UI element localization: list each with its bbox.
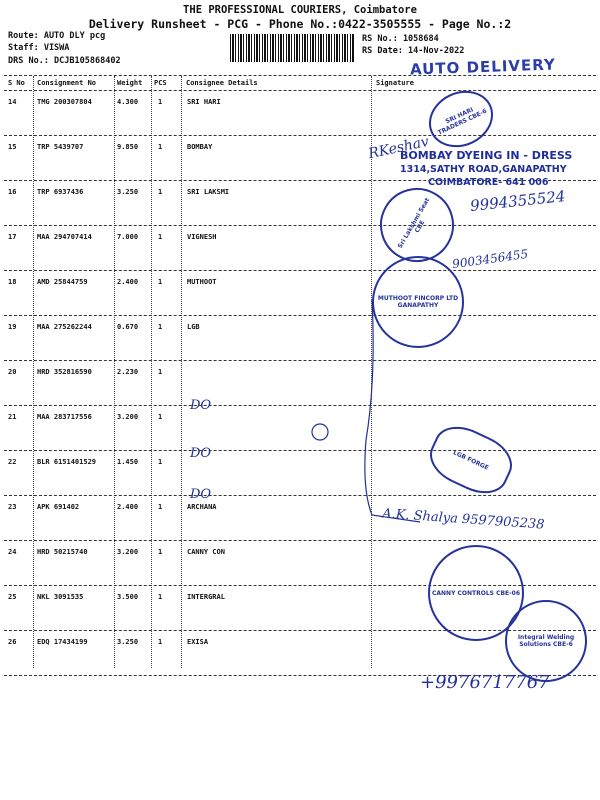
cell-consignment-no: TMG 200307804 [37, 98, 92, 106]
rs-number: RS No.: 1058684 [362, 34, 439, 44]
cell-pcs: 1 [158, 413, 163, 421]
cell-consignment-no: HRD 352816590 [37, 368, 92, 376]
cell-weight: 2.400 [117, 278, 139, 286]
cell-consignment-no: TRP 5439707 [37, 143, 84, 151]
cell-sno: 21 [8, 413, 17, 421]
col-header-sno: S No [8, 79, 25, 87]
cell-consignee: CANNY CON [187, 548, 225, 556]
col-header-consignment: Consignment No [37, 79, 97, 87]
bombay-stamp-line1: BOMBAY DYEING IN - DRESS [400, 149, 573, 162]
bombay-stamp-line2: 1314,SATHY ROAD,GANAPATHY [400, 164, 567, 175]
integral-seal: Integral Welding Solutions CBE-6 [505, 600, 587, 682]
cell-pcs: 1 [158, 548, 163, 556]
phone-handwritten: 9003456455 [451, 246, 529, 272]
cell-consignment-no: HRD 50215740 [37, 548, 88, 556]
cell-sno: 20 [8, 368, 17, 376]
muthoot-seal: MUTHOOT FINCORP LTD GANAPATHY [372, 256, 464, 348]
lgb-seal: LGB FORGE [422, 417, 520, 502]
cell-pcs: 1 [158, 638, 163, 646]
cell-sno: 15 [8, 143, 17, 151]
cell-sno: 17 [8, 233, 17, 241]
cell-consignment-no: BLR 6151401529 [37, 458, 97, 466]
phone-handwritten: 9994355524 [469, 187, 567, 215]
cell-weight: 9.850 [117, 143, 139, 151]
cell-pcs: 1 [158, 143, 163, 151]
cell-pcs: 1 [158, 98, 163, 106]
cell-weight: 0.670 [117, 323, 139, 331]
cell-weight: 3.500 [117, 593, 139, 601]
cell-weight: 2.230 [117, 368, 139, 376]
cell-weight: 3.250 [117, 638, 139, 646]
signature-row15: RKeshav [367, 133, 431, 163]
cell-pcs: 1 [158, 323, 163, 331]
cell-consignment-no: MAA 275262244 [37, 323, 92, 331]
canny-controls-seal: CANNY CONTROLS CBE-06 [428, 545, 524, 641]
cell-consignee: VIGNESH [187, 233, 217, 241]
cell-pcs: 1 [158, 593, 163, 601]
cell-weight: 1.450 [117, 458, 139, 466]
cell-weight: 3.250 [117, 188, 139, 196]
cell-consignment-no: AMD 25844759 [37, 278, 88, 286]
cell-sno: 25 [8, 593, 17, 601]
col-header-pcs: PCS [154, 79, 167, 87]
cell-sno: 14 [8, 98, 17, 106]
cell-consignee: EXISA [187, 638, 209, 646]
rs-date: RS Date: 14-Nov-2022 [362, 46, 465, 56]
runsheet-title: THE PROFESSIONAL COURIERS, Coimbatore [183, 4, 417, 16]
cell-sno: 26 [8, 638, 17, 646]
cell-pcs: 1 [158, 458, 163, 466]
exisa-phone: +9976717767 [420, 672, 550, 693]
cell-pcs: 1 [158, 503, 163, 511]
col-header-signature: Signature [376, 79, 414, 87]
cell-consignment-no: APK 691402 [37, 503, 80, 511]
runsheet-subtitle: Delivery Runsheet - PCG - Phone No.:0422-3505555 - Page No.:2 [88, 17, 512, 31]
sri-lakshmi-seal: Sri Lakshmi Seat CBE [366, 174, 467, 275]
archana-signature: A.K. Shalya 9597905238 [381, 506, 545, 533]
cell-consignment-no: MAA 283717556 [37, 413, 92, 421]
cell-pcs: 1 [158, 233, 163, 241]
auto-delivery-stamp: AUTO DELIVERY [409, 55, 557, 79]
cell-consignee: SRI HARI [187, 98, 221, 106]
cell-consignment-no: EDQ 17434199 [37, 638, 88, 646]
sri-hari-seal: SRI HARI TRADERS CBE-6 [420, 81, 503, 158]
staff-label: Staff: VISWA [8, 43, 70, 53]
col-header-weight: Weight [117, 79, 143, 87]
cell-weight: 3.200 [117, 413, 139, 421]
cell-consignee: ARCHANA [187, 503, 217, 511]
cell-pcs: 1 [158, 278, 163, 286]
cell-pcs: 1 [158, 188, 163, 196]
cell-consignee: INTERGRAL [187, 593, 225, 601]
cell-consignment-no: MAA 294707414 [37, 233, 92, 241]
do-mark: DO [190, 487, 212, 502]
cell-sno: 22 [8, 458, 17, 466]
cell-weight: 7.000 [117, 233, 139, 241]
drs-number: DRS No.: DCJB105868402 [8, 56, 121, 66]
cell-sno: 23 [8, 503, 17, 511]
cell-consignee: MUTHOOT [187, 278, 217, 286]
cell-sno: 18 [8, 278, 17, 286]
cell-pcs: 1 [158, 368, 163, 376]
cell-consignee: SRI LAKSMI [187, 188, 230, 196]
col-header-consignee: Consignee Details [186, 79, 258, 87]
cell-weight: 2.400 [117, 503, 139, 511]
cell-consignment-no: NKL 3091535 [37, 593, 84, 601]
do-mark: DO [190, 446, 212, 461]
cell-sno: 24 [8, 548, 17, 556]
cell-consignment-no: TRP 6937436 [37, 188, 84, 196]
cell-weight: 3.200 [117, 548, 139, 556]
cell-consignee: BOMBAY [187, 143, 213, 151]
cell-consignee: LGB [187, 323, 200, 331]
route-label: Route: AUTO DLY pcg [8, 31, 106, 41]
cell-weight: 4.300 [117, 98, 139, 106]
cell-sno: 16 [8, 188, 17, 196]
cell-sno: 19 [8, 323, 17, 331]
bombay-stamp-line3: COIMBATORE- 641 006 [428, 177, 549, 188]
do-mark: DO [190, 398, 212, 413]
